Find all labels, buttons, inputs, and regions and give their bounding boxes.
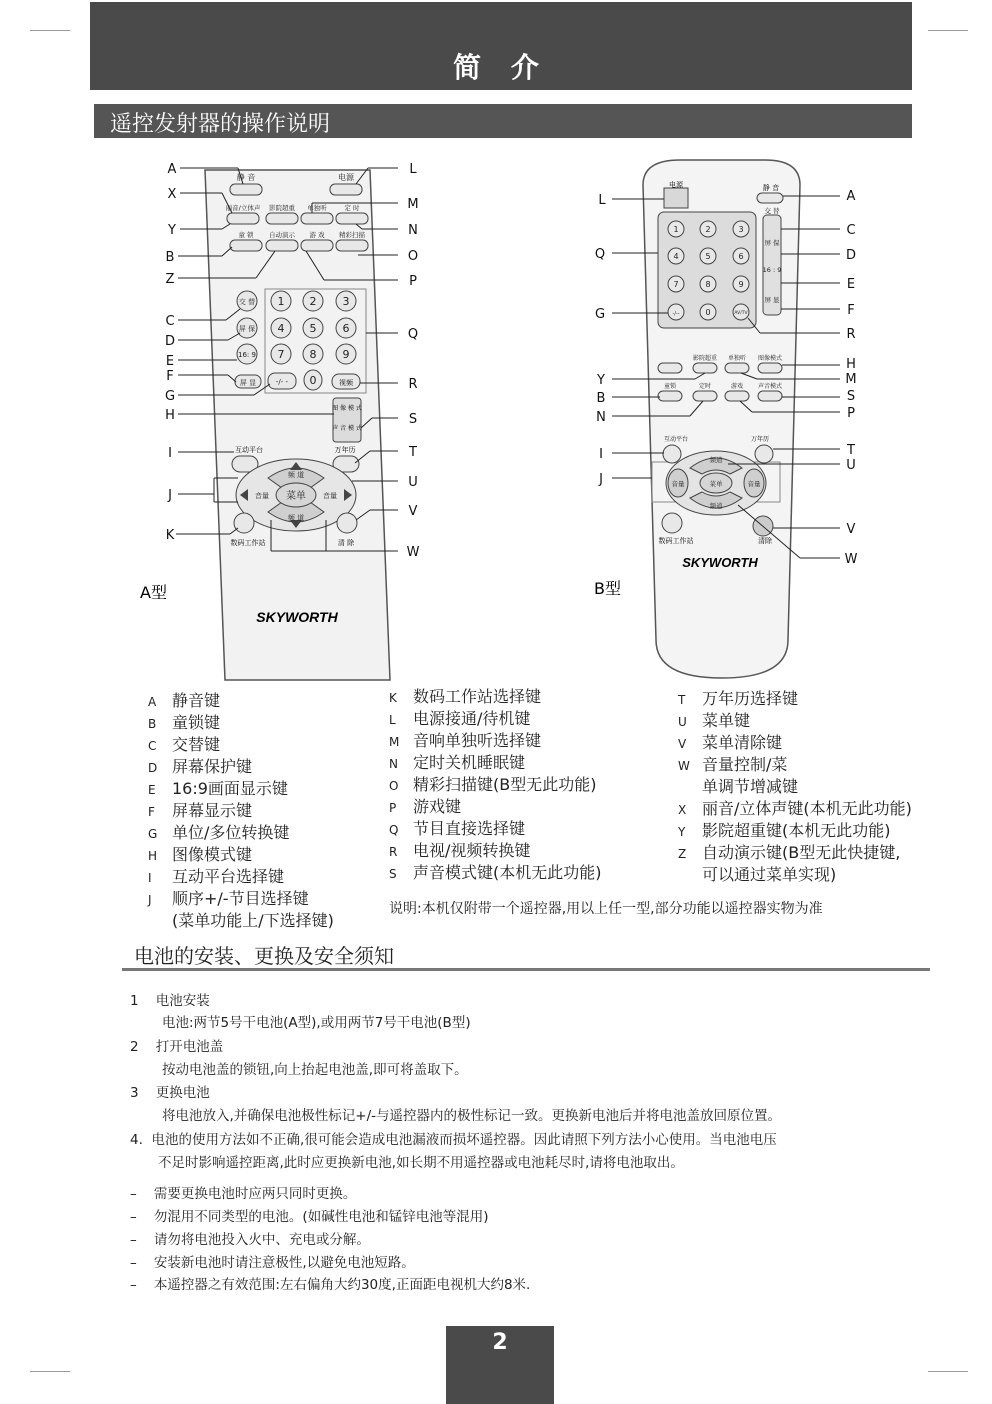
key-label: 16: 9 [238,351,256,359]
key-label: 音量 [255,492,269,500]
key-label: 3 [342,295,350,308]
key-label: 互动平台 [663,436,689,443]
section-divider [122,968,930,971]
callout-label: B [165,250,175,265]
key-label: 互动平台 [235,446,263,454]
callout-label: G [164,389,176,404]
key-label: 0 [309,374,317,387]
key-label: 5 [309,322,317,335]
callout-label: W [844,552,858,567]
key-label: 图像模式 [757,355,783,362]
key-label: -/-- [672,311,680,317]
key-label: 定 时 [344,204,360,212]
key-label: 16 : 9 [762,266,782,274]
callout-label: A [846,189,856,204]
callout-label: G [594,307,606,322]
key-label: 电源 [669,181,683,189]
callout-label: O [407,249,419,264]
key-label: 9 [738,280,744,289]
battery-item: 1 电池安装 [130,993,210,1009]
legend-item: S 声音模式键(本机无此功能) [389,863,602,882]
callout-label: Z [165,272,175,287]
battery-section-title: 电池的安装、更换及安全须知 [134,944,394,968]
key-label: -/- - [275,378,289,386]
key-label: 静 音 [236,173,256,182]
key-label: 4 [673,252,679,261]
page-number-box [446,1326,554,1404]
legend-item: N 定时关机睡眠键 [389,753,526,772]
legend-item: O 精彩扫描键(B型无此功能) [389,775,597,794]
key-label: 频道 [709,456,723,464]
callout-label: I [599,447,603,462]
safety-bullet: – 勿混用不同类型的电池。(如碱性电池和锰锌电池等混用) [130,1209,489,1225]
callout-label: Q [594,247,606,262]
brand-logo: SKYWORTH [682,555,758,570]
callout-label: P [847,406,855,421]
safety-bullet: – 请勿将电池投入火中、充电或分解。 [130,1232,370,1248]
remote-type-label: A型 [140,583,167,602]
key-label: 数码工作站 [230,539,266,547]
key-label: 6 [738,252,744,261]
legend-item: T 万年历选择键 [678,689,799,708]
safety-bullet: – 本遥控器之有效范围:左右偏角大约30度,正面距电视机大约8米. [130,1277,531,1293]
key-label: 视频 [339,379,353,387]
callout-label: E [846,277,856,292]
key-label: 屏 显 [764,296,780,304]
key-label: 2 [705,225,711,234]
key-label: 6 [342,322,350,335]
remote-b [594,160,858,678]
key-legend-col3 [678,688,912,886]
key-label: 电源 [338,173,354,182]
callout-label: B [596,391,606,406]
callout-label: H [165,408,175,423]
key-label: 频道 [709,502,723,510]
legend-item: B 童锁键 [148,713,221,732]
battery-item: 电池:两节5号干电池(A型),或用两节7号干电池(B型) [162,1015,471,1031]
legend-item: G 单位/多位转换键 [148,823,290,842]
key-label: 音量 [671,480,685,488]
key-label: 声 音 模 式 [332,425,362,432]
key-label: 图 像 模 式 [332,405,362,412]
remote-a [140,162,420,680]
key-label: 单独听 [727,355,747,362]
callout-label: A [167,162,177,177]
callout-label: U [846,458,856,473]
key-label: 2 [309,295,317,308]
key-label: 1 [277,295,285,308]
legend-item: I 互动平台选择键 [148,867,285,886]
key-label: 万年历 [334,446,356,454]
callout-label: K [165,528,175,543]
callout-label: Y [168,223,176,238]
legend-item: K 数码工作站选择键 [389,687,542,706]
legend-item: F 屏幕显示键 [148,801,253,820]
key-label: 8 [309,348,317,361]
key-label: 8 [705,280,711,289]
key-label: 清除 [758,537,772,545]
key-label: 频 道 [287,514,305,522]
key-label: 7 [277,348,285,361]
key-label: 屏 保 [238,325,256,333]
safety-bullet: – 安装新电池时请注意极性,以避免电池短路。 [130,1255,415,1271]
legend-item: R 电视/视频转换键 [389,841,531,860]
key-label: 自动演示 [269,231,295,239]
safety-bullet: – 需要更换电池时应两只同时更换。 [130,1186,357,1202]
crop-mark [928,1371,968,1372]
legend-item: Q 节目直接选择键 [389,819,526,838]
crop-mark [30,1371,70,1372]
callout-label: V [408,504,418,519]
key-label: 声音模式 [757,383,783,390]
battery-item: 不足时影响遥控距离,此时应更换新电池,如长期不用遥控器或电池耗尽时,请将电池取出。 [158,1155,684,1171]
legend-item: L 电源接通/待机键 [389,709,531,728]
legend-item: U 菜单键 [678,711,751,730]
page-number: 2 [492,1330,508,1355]
key-label: 童锁 [663,383,677,390]
key-label: 5 [705,252,711,261]
callout-label: S [846,389,856,404]
key-label: 4 [277,322,285,335]
section-title: 遥控发射器的操作说明 [110,112,331,137]
callout-label: R [846,327,856,342]
callout-label: W [406,545,420,560]
key-label: 单独听 [307,204,327,212]
key-label: 交 替 [764,207,780,215]
callout-label: D [845,248,857,263]
legend-item: D 屏幕保护键 [148,757,253,776]
key-label: 9 [342,348,350,361]
remote-controls-illustration [0,0,992,700]
key-label: 游 戏 [309,231,325,239]
key-label: AV/TV [734,311,748,316]
key-label: 万年历 [750,436,770,443]
callout-label: T [409,445,417,460]
legend-item: Y 影院超重键(本机无此功能) [678,821,891,840]
key-label: 1 [673,225,679,234]
legend-item: P 游戏键 [389,797,462,816]
key-label: 数码工作站 [658,537,694,545]
remote-note: 说明:本机仅附带一个遥控器,用以上任一型,部分功能以遥控器实物为准 [389,901,823,917]
key-label: 频 道 [287,471,305,479]
legend-item: (菜单功能上/下选择键) [172,911,334,930]
key-label: 菜单 [709,480,723,488]
callout-label: C [846,223,856,238]
key-label: 7 [673,280,679,289]
key-label: 屏 保 [764,239,780,247]
legend-item: V 菜单清除键 [678,733,783,752]
callout-label: Q [407,327,419,342]
legend-item: J 顺序+/-节目选择键 [148,889,309,908]
page-title: 简 介 [453,51,549,84]
legend-item: E 16:9画面显示键 [148,779,288,798]
callout-label: J [168,488,172,503]
callout-label: L [598,193,606,208]
key-label: 音量 [323,492,337,500]
callout-label: Y [597,373,605,388]
callout-label: E [165,354,175,369]
callout-label: J [599,472,603,487]
legend-item: X 丽音/立体声键(本机无此功能) [678,799,912,818]
callout-label: D [164,334,176,349]
key-label: 丽音/立体声 [225,204,261,212]
callout-label: M [407,197,419,212]
legend-item: Z 自动演示键(B型无此快捷键, [678,843,901,862]
callout-label: N [596,410,606,425]
callout-label: U [408,475,418,490]
key-label: 屏 显 [239,379,257,387]
key-label: 童 锁 [238,231,254,239]
key-label: 菜单 [286,491,306,502]
key-label: 3 [738,225,744,234]
key-label: 游戏 [730,383,744,390]
legend-item: M 音响单独听选择键 [389,731,542,750]
legend-item: 单调节增减键 [702,777,799,796]
callout-label: H [846,357,856,372]
legend-item: 可以通过菜单实现) [702,865,837,884]
key-label: 定时 [698,383,712,390]
legend-item: H 图像模式键 [148,845,253,864]
key-label: 静 音 [762,184,780,192]
brand-logo: SKYWORTH [256,609,338,625]
key-label: 精彩扫描 [339,231,365,239]
callout-label: C [165,314,175,329]
key-label: 影院超重 [269,204,295,212]
callout-label: L [409,162,417,177]
callout-label: P [409,274,417,289]
callout-label: N [408,223,418,238]
legend-item: C 交替键 [148,735,221,754]
battery-item: 3 更换电池 [130,1085,210,1101]
battery-item: 2 打开电池盖 [130,1039,224,1055]
callout-label: F [166,369,174,384]
key-legend-col2 [389,686,602,884]
legend-item: A 静音键 [148,691,221,710]
remote-type-label: B型 [594,579,621,598]
callout-label: F [847,303,855,318]
key-label: 0 [705,308,711,317]
callout-label: X [167,187,177,202]
key-label: 交 替 [238,298,256,306]
legend-item: W 音量控制/菜 [678,755,788,774]
battery-item: 4. 电池的使用方法如不正确,很可能会造成电池漏液而损坏遥控器。因此请照下列方法小心使用。当电池电压 [130,1132,777,1148]
callout-label: T [847,443,855,458]
callout-label: I [168,446,172,461]
callout-label: S [408,412,418,427]
callout-label: R [408,377,418,392]
key-label: 音量 [747,480,761,488]
key-label: 清 除 [337,539,355,547]
callout-label: V [846,522,856,537]
callout-label: M [845,372,857,387]
battery-item: 按动电池盖的锁钮,向上抬起电池盖,即可将盖取下。 [162,1062,468,1078]
key-label: 影院超重 [692,355,718,362]
battery-item: 将电池放入,并确保电池极性标记+/-与遥控器内的极性标记一致。更换新电池后并将电池盖放回原位置。 [162,1108,782,1124]
key-legend-col1 [148,690,334,932]
